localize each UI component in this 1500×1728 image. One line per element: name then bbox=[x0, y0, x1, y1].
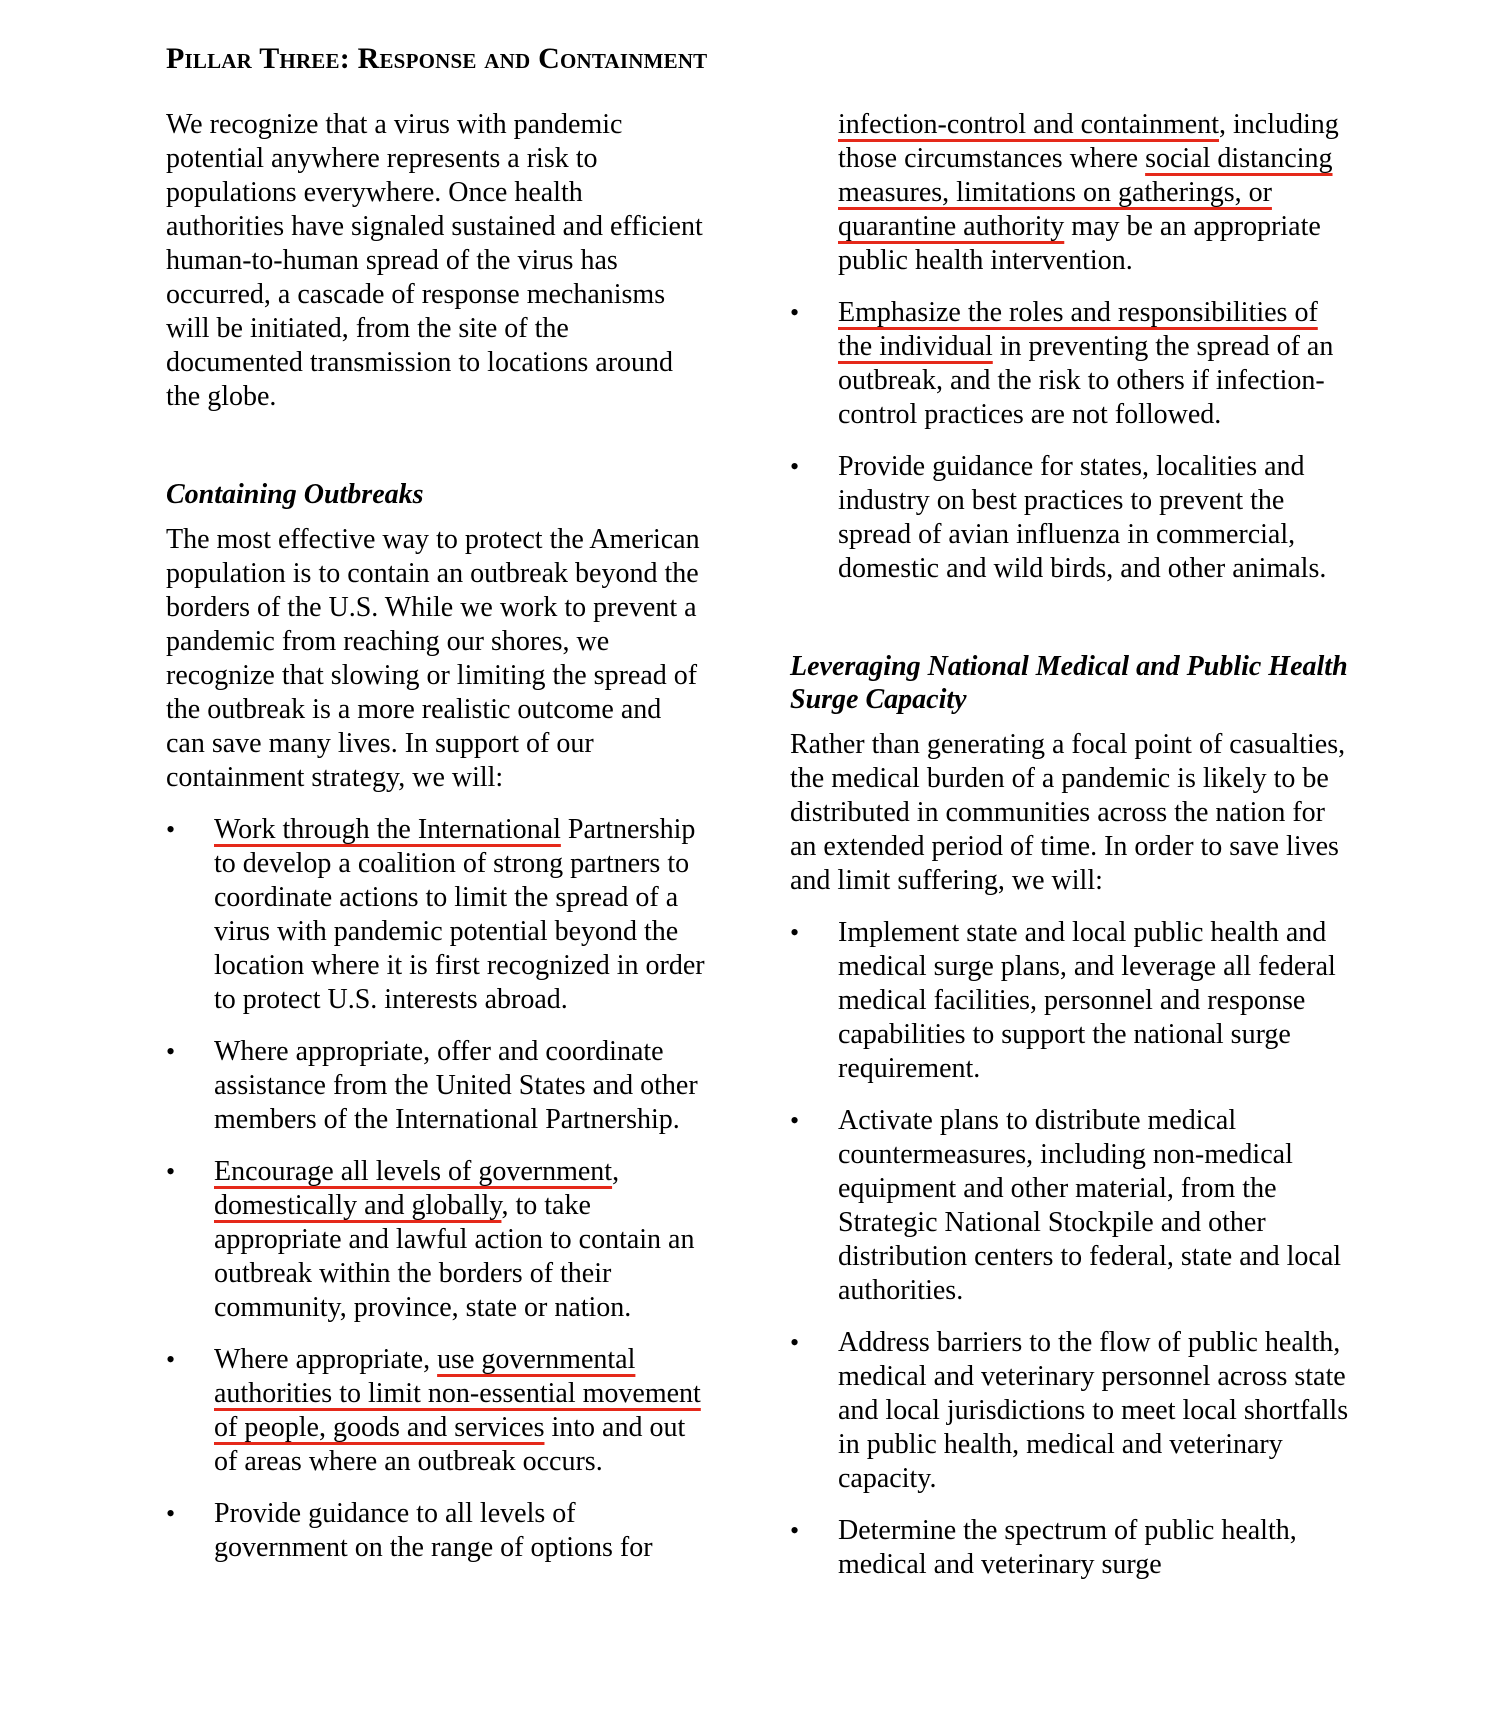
list-item-text: Where appropriate, offer and coordinate assistance from the United States and other members of the International Partnership. bbox=[214, 1036, 698, 1135]
list-item bbox=[166, 1035, 706, 1137]
containing-bullet-list-continued bbox=[790, 296, 1350, 586]
highlighted-text: infection-control and containment bbox=[838, 109, 1219, 140]
list-item bbox=[790, 450, 1350, 586]
intro-paragraph: We recognize that a virus with pandemic potential anywhere represents a risk to populations everywhere. Once health authorities have signaled sustained and efficient human-to-human spread of the virus has occurred, a cascade of response mechanisms will be initiated, from the site of the documented transmission to locations around the globe. bbox=[166, 109, 703, 412]
list-item-text: Address barriers to the flow of public health, medical and veterinary personnel across state and local jurisdictions to meet local shortfalls in public health, medical and veterinary capacity. bbox=[838, 1327, 1349, 1494]
surge-paragraph: Rather than generating a focal point of casualties, the medical burden of a pandemic is likely to be distributed in communities across the nation for an extended period of time. In order to save lives and limit suffering, we will: bbox=[790, 729, 1346, 896]
list-item bbox=[790, 1326, 1350, 1496]
list-item-text: in preventing the spread of an outbreak, and the risk to others if infection-control practices are not followed. bbox=[838, 331, 1334, 430]
right-column bbox=[790, 108, 1350, 1582]
page-title: Pillar Three: Response and Containment bbox=[166, 42, 708, 75]
list-item bbox=[166, 1497, 706, 1565]
list-item-text: Provide guidance for states, localities and industry on best practices to prevent the spread of avian influenza in commercial, domestic and wild birds, and other animals. bbox=[838, 451, 1327, 584]
surge-bullet-list bbox=[790, 916, 1350, 1582]
highlighted-text: domestically and globally bbox=[214, 1190, 502, 1221]
highlighted-text: Work through the International bbox=[214, 814, 561, 845]
list-item-text: Activate plans to distribute medical countermeasures, including non-medical equipment and other material, from the Strategic National Stockpile and other distribution centers to federal, state and local authorities. bbox=[838, 1105, 1342, 1306]
list-item-text: , bbox=[612, 1156, 620, 1187]
list-item-text: Determine the spectrum of public health, medical and veterinary surge bbox=[838, 1515, 1297, 1580]
section-heading-surge-capacity: Leveraging National Medical and Public Health Surge Capacity bbox=[790, 651, 1348, 715]
list-item-text: Implement state and local public health and medical surge plans, and leverage all federal medical facilities, personnel and response capabilities to support the national surge requirement. bbox=[838, 917, 1336, 1084]
list-item bbox=[790, 1514, 1350, 1582]
containing-bullet-list bbox=[166, 813, 706, 1565]
list-item bbox=[166, 1343, 706, 1479]
list-item bbox=[790, 296, 1350, 432]
highlighted-text: Emphasize the roles and responsibilities of the individual bbox=[838, 297, 1318, 362]
list-item bbox=[166, 813, 706, 1017]
list-item-text: Provide guidance to all levels of government on the range of options for bbox=[214, 1498, 653, 1563]
list-item bbox=[166, 1155, 706, 1325]
highlighted-text: use governmental authorities to limit non-essential movement of people, goods and services bbox=[214, 1344, 701, 1443]
highlighted-text: Encourage all levels of government bbox=[214, 1156, 613, 1187]
list-item-text: Partnership to develop a coalition of strong partners to coordinate actions to limit the spread of a virus with pandemic potential beyond the location where it is first recognized in order to protect U.S. interests abroad. bbox=[214, 814, 705, 1015]
list-item-text: , including those circumstances where bbox=[838, 109, 1339, 174]
list-item-text: into and out of areas where an outbreak occurs. bbox=[214, 1412, 686, 1477]
highlighted-text: social distancing measures, limitations on gatherings, or quarantine authority bbox=[838, 143, 1333, 242]
list-item-text: , to take appropriate and lawful action to contain an outbreak within the borders of their community, province, state or nation. bbox=[214, 1190, 695, 1323]
containing-paragraph: The most effective way to protect the American population is to contain an outbreak beyond the borders of the U.S. While we work to prevent a pandemic from reaching our shores, we recognize that slowing or limiting the spread of the outbreak is a more realistic outcome and can save many lives. In support of our containment strategy, we will: bbox=[166, 524, 700, 793]
list-item bbox=[790, 916, 1350, 1086]
list-item-text: Where appropriate, bbox=[214, 1344, 438, 1375]
list-item bbox=[790, 1104, 1350, 1308]
list-item-text: may be an appropriate public health intervention. bbox=[838, 211, 1321, 276]
left-column bbox=[166, 108, 706, 1565]
continued-list-item bbox=[838, 108, 1350, 278]
section-heading-containing-outbreaks: Containing Outbreaks bbox=[166, 479, 424, 510]
